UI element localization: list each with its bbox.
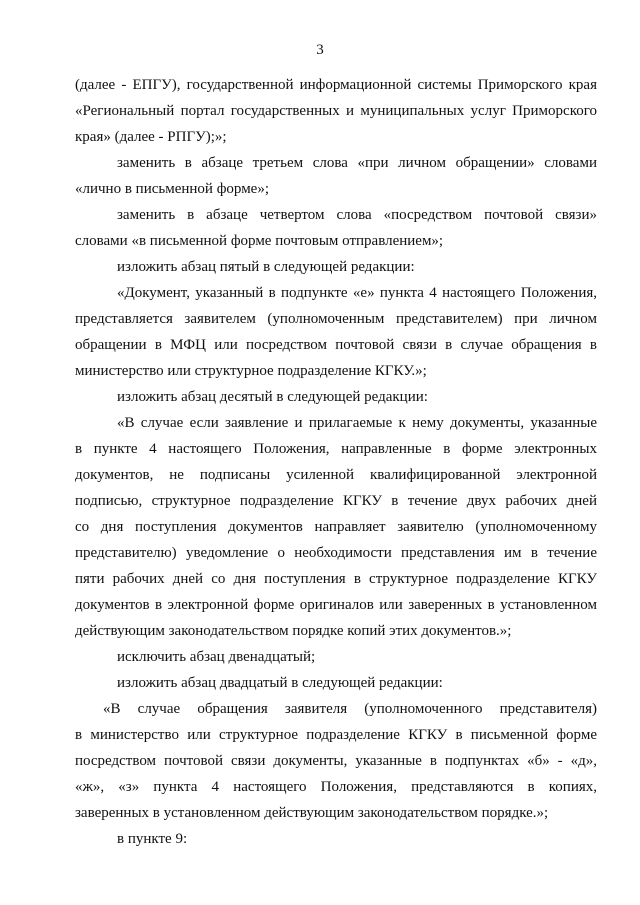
text-line: в пункте 4 настоящего Положения, направленные в форме электронных <box>75 441 597 457</box>
text-line: исключить абзац двенадцатый; <box>117 649 316 665</box>
paragraph <box>75 72 597 150</box>
text-line: «Региональный портал государственных и муниципальных услуг Приморского <box>75 103 597 119</box>
text-line: обращении в МФЦ или посредством почтовой связи в случае обращения в <box>75 337 597 353</box>
text-line: изложить абзац двадцатый в следующей редакции: <box>117 675 443 691</box>
text-line: документов, не подписаны усиленной квалифицированной электронной <box>75 467 597 483</box>
paragraph <box>75 202 597 254</box>
text-line: «В случае если заявление и прилагаемые к нему документы, указанные <box>117 415 597 431</box>
text-line: документов в электронной форме оригиналов или заверенных в установленном <box>75 597 597 613</box>
text-line: представителю) уведомление о необходимости представления им в течение <box>75 545 597 561</box>
paragraph <box>75 670 597 696</box>
paragraph <box>75 280 597 384</box>
text-line: «лично в письменной форме»; <box>75 181 270 197</box>
text-line: представляется заявителем (уполномоченным представителем) при личном <box>75 311 597 327</box>
text-line: «В случае обращения заявителя (уполномоченного представителя) <box>103 701 597 717</box>
paragraph <box>75 410 597 644</box>
paragraph <box>75 644 597 670</box>
text-line: изложить абзац пятый в следующей редакции: <box>117 259 415 275</box>
text-line: словами «в письменной форме почтовым отправлением»; <box>75 233 444 249</box>
text-line: в министерство или структурное подразделение КГКУ в письменной форме <box>75 727 597 743</box>
paragraph <box>75 826 597 852</box>
text-line: в пункте 9: <box>117 831 188 847</box>
text-line: со дня поступления документов направляет заявителю (уполномоченному <box>75 519 597 535</box>
paragraph <box>75 696 597 826</box>
text-line: заменить в абзаце четвертом слова «посредством почтовой связи» <box>117 207 597 223</box>
text-line: подписью, структурное подразделение КГКУ в течение двух рабочих дней <box>75 493 597 509</box>
text-line: действующим законодательством порядке копий этих документов.»; <box>75 623 512 639</box>
text-line: (далее - ЕПГУ), государственной информационной системы Приморского края <box>75 77 597 93</box>
text-line: посредством почтовой связи документы, указанные в подпунктах «б» - «д», <box>75 753 597 769</box>
text-line: заменить в абзаце третьем слова «при личном обращении» словами <box>117 155 597 171</box>
text-line: изложить абзац десятый в следующей редакции: <box>117 389 428 405</box>
text-line: края» (далее - РПГУ);»; <box>75 129 227 145</box>
document-body <box>75 72 597 852</box>
text-line: «Документ, указанный в подпункте «е» пункта 4 настоящего Положения, <box>117 285 597 301</box>
text-line: «ж», «з» пункта 4 настоящего Положения, представляются в копиях, <box>75 779 597 795</box>
text-line: пяти рабочих дней со дня поступления в структурное подразделение КГКУ <box>75 571 597 587</box>
page-number: 3 <box>316 42 324 58</box>
paragraph <box>75 384 597 410</box>
paragraph <box>75 150 597 202</box>
text-line: министерство или структурное подразделение КГКУ.»; <box>75 363 427 379</box>
paragraph <box>75 254 597 280</box>
text-line: заверенных в установленном действующим законодательством порядке.»; <box>75 805 549 821</box>
